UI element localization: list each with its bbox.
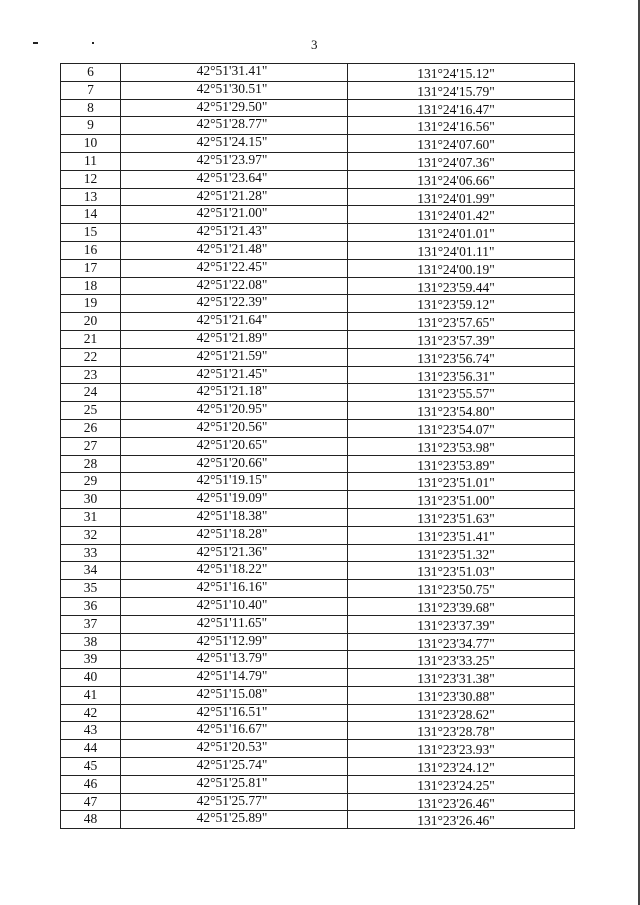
longitude-cell [348, 170, 575, 188]
longitude-cell [348, 562, 575, 580]
table-row [61, 526, 575, 544]
point-number-cell: 43 [61, 722, 121, 740]
point-number-cell: 20 [61, 313, 121, 331]
latitude-value: 42°51'19.15" [196, 472, 268, 488]
table-row [61, 64, 575, 82]
latitude-cell [121, 259, 348, 277]
table-row [61, 277, 575, 295]
longitude-cell [348, 188, 575, 206]
longitude-cell [348, 686, 575, 704]
latitude-value: 42°51'20.66" [196, 454, 268, 470]
latitude-cell [121, 651, 348, 669]
table-row [61, 117, 575, 135]
point-number-cell: 41 [61, 686, 121, 704]
table-row [61, 437, 575, 455]
longitude-value: 131°23'26.46" [417, 813, 495, 829]
point-number-cell: 23 [61, 366, 121, 384]
latitude-cell [121, 313, 348, 331]
table-row [61, 188, 575, 206]
coordinates-table-body [61, 64, 575, 829]
point-number-cell: 26 [61, 419, 121, 437]
longitude-value: 131°24'15.79" [417, 83, 495, 99]
longitude-cell [348, 99, 575, 117]
latitude-value: 42°51'22.08" [196, 276, 268, 292]
latitude-value: 42°51'11.65" [196, 614, 268, 630]
table-row [61, 740, 575, 758]
latitude-value: 42°51'20.95" [196, 401, 268, 417]
longitude-cell [348, 544, 575, 562]
latitude-value: 42°51'25.74" [196, 757, 268, 773]
latitude-cell [121, 241, 348, 259]
longitude-value: 131°23'57.65" [417, 315, 495, 331]
point-number-cell: 31 [61, 508, 121, 526]
latitude-value: 42°51'22.45" [196, 258, 268, 274]
longitude-value: 131°23'28.78" [417, 724, 495, 740]
longitude-value: 131°23'51.01" [417, 475, 495, 491]
longitude-cell [348, 64, 575, 82]
point-number-cell: 24 [61, 384, 121, 402]
longitude-cell [348, 740, 575, 758]
point-number-cell: 19 [61, 295, 121, 313]
table-row [61, 170, 575, 188]
table-row [61, 669, 575, 687]
latitude-cell [121, 562, 348, 580]
longitude-value: 131°23'51.63" [417, 510, 495, 526]
point-number-cell: 29 [61, 473, 121, 491]
longitude-cell [348, 206, 575, 224]
latitude-value: 42°51'21.89" [196, 329, 268, 345]
latitude-value: 42°51'19.09" [196, 490, 268, 506]
longitude-cell [348, 669, 575, 687]
longitude-cell [348, 633, 575, 651]
point-number-cell: 35 [61, 580, 121, 598]
point-number-cell: 33 [61, 544, 121, 562]
point-number-cell: 45 [61, 758, 121, 776]
latitude-value: 42°51'21.48" [196, 240, 268, 256]
longitude-cell [348, 793, 575, 811]
longitude-cell [348, 330, 575, 348]
latitude-value: 42°51'25.77" [196, 792, 268, 808]
latitude-cell [121, 348, 348, 366]
table-row [61, 99, 575, 117]
latitude-cell [121, 704, 348, 722]
latitude-value: 42°51'31.41" [196, 63, 268, 78]
table-row [61, 686, 575, 704]
point-number-cell: 9 [61, 117, 121, 135]
longitude-cell [348, 758, 575, 776]
latitude-value: 42°51'18.38" [196, 507, 268, 523]
longitude-value: 131°23'53.89" [417, 457, 495, 473]
latitude-cell [121, 455, 348, 473]
longitude-cell [348, 419, 575, 437]
latitude-value: 42°51'10.40" [196, 596, 268, 612]
latitude-cell [121, 544, 348, 562]
latitude-value: 42°51'30.51" [196, 80, 268, 96]
longitude-value: 131°23'51.00" [417, 493, 495, 509]
latitude-value: 42°51'23.97" [196, 151, 268, 167]
latitude-value: 42°51'21.36" [196, 543, 268, 559]
table-row [61, 758, 575, 776]
point-number-cell: 47 [61, 793, 121, 811]
latitude-value: 42°51'16.51" [196, 703, 268, 719]
latitude-cell [121, 135, 348, 153]
longitude-value: 131°23'51.03" [417, 564, 495, 580]
point-number-cell: 27 [61, 437, 121, 455]
latitude-value: 42°51'29.50" [196, 98, 268, 114]
latitude-value: 42°51'20.56" [196, 418, 268, 434]
scan-artifact-mark [33, 42, 38, 44]
latitude-value: 42°51'24.15" [196, 134, 268, 150]
table-row [61, 508, 575, 526]
table-row [61, 775, 575, 793]
longitude-cell [348, 811, 575, 829]
point-number-cell: 32 [61, 526, 121, 544]
point-number-cell: 22 [61, 348, 121, 366]
latitude-value: 42°51'23.64" [196, 169, 268, 185]
longitude-value: 131°23'34.77" [417, 635, 495, 651]
longitude-cell [348, 722, 575, 740]
latitude-value: 42°51'21.43" [196, 223, 268, 239]
table-row [61, 597, 575, 615]
point-number-cell: 18 [61, 277, 121, 295]
latitude-value: 42°51'16.67" [196, 721, 268, 737]
longitude-cell [348, 366, 575, 384]
table-row [61, 455, 575, 473]
longitude-cell [348, 473, 575, 491]
longitude-cell [348, 651, 575, 669]
longitude-value: 131°24'07.60" [417, 137, 495, 153]
latitude-cell [121, 206, 348, 224]
latitude-cell [121, 99, 348, 117]
latitude-value: 42°51'16.16" [196, 579, 268, 595]
longitude-value: 131°23'54.80" [417, 404, 495, 420]
longitude-cell [348, 455, 575, 473]
point-number-cell: 14 [61, 206, 121, 224]
table-row [61, 615, 575, 633]
latitude-cell [121, 152, 348, 170]
point-number-cell: 46 [61, 775, 121, 793]
latitude-value: 42°51'18.28" [196, 525, 268, 541]
latitude-cell [121, 740, 348, 758]
table-row [61, 206, 575, 224]
longitude-value: 131°23'59.12" [417, 297, 495, 313]
latitude-cell [121, 722, 348, 740]
longitude-cell [348, 277, 575, 295]
longitude-cell [348, 402, 575, 420]
longitude-cell [348, 526, 575, 544]
latitude-value: 42°51'21.18" [196, 383, 268, 399]
latitude-cell [121, 188, 348, 206]
latitude-cell [121, 597, 348, 615]
longitude-value: 131°23'50.75" [417, 582, 495, 598]
longitude-value: 131°23'23.93" [417, 742, 495, 758]
table-row [61, 544, 575, 562]
point-number-cell: 25 [61, 402, 121, 420]
table-row [61, 135, 575, 153]
point-number-cell: 17 [61, 259, 121, 277]
coordinates-table [60, 63, 575, 829]
latitude-value: 42°51'22.39" [196, 294, 268, 310]
latitude-cell [121, 366, 348, 384]
point-number-cell: 36 [61, 597, 121, 615]
longitude-cell [348, 117, 575, 135]
latitude-value: 42°51'21.45" [196, 365, 268, 381]
latitude-cell [121, 508, 348, 526]
latitude-cell [121, 473, 348, 491]
latitude-cell [121, 775, 348, 793]
latitude-cell [121, 580, 348, 598]
latitude-value: 42°51'15.08" [196, 685, 268, 701]
table-row [61, 241, 575, 259]
table-row [61, 651, 575, 669]
longitude-value: 131°24'01.99" [417, 190, 495, 206]
latitude-cell [121, 117, 348, 135]
longitude-cell [348, 152, 575, 170]
latitude-value: 42°51'21.00" [196, 205, 268, 221]
latitude-value: 42°51'28.77" [196, 116, 268, 132]
longitude-value: 131°23'28.62" [417, 706, 495, 722]
point-number-cell: 15 [61, 224, 121, 242]
longitude-value: 131°23'59.44" [417, 279, 495, 295]
table-row [61, 259, 575, 277]
point-number-cell: 48 [61, 811, 121, 829]
longitude-cell [348, 313, 575, 331]
latitude-cell [121, 295, 348, 313]
latitude-cell [121, 81, 348, 99]
latitude-value: 42°51'21.64" [196, 312, 268, 328]
scan-artifact-dot [92, 42, 94, 44]
table-row [61, 722, 575, 740]
latitude-value: 42°51'14.79" [196, 668, 268, 684]
table-row [61, 224, 575, 242]
latitude-cell [121, 811, 348, 829]
longitude-value: 131°24'01.01" [417, 226, 495, 242]
longitude-cell [348, 81, 575, 99]
longitude-value: 131°23'39.68" [417, 599, 495, 615]
longitude-cell [348, 704, 575, 722]
latitude-cell [121, 526, 348, 544]
point-number-cell: 10 [61, 135, 121, 153]
longitude-value: 131°23'24.12" [417, 760, 495, 776]
point-number-cell: 40 [61, 669, 121, 687]
longitude-value: 131°23'53.98" [417, 439, 495, 455]
longitude-cell [348, 775, 575, 793]
point-number-cell: 44 [61, 740, 121, 758]
point-number-cell: 30 [61, 491, 121, 509]
longitude-value: 131°23'56.74" [417, 350, 495, 366]
longitude-value: 131°23'54.07" [417, 421, 495, 437]
latitude-cell [121, 793, 348, 811]
latitude-cell [121, 758, 348, 776]
latitude-cell [121, 277, 348, 295]
latitude-value: 42°51'21.28" [196, 187, 268, 203]
latitude-value: 42°51'25.81" [196, 774, 268, 790]
longitude-cell [348, 437, 575, 455]
point-number-cell: 12 [61, 170, 121, 188]
longitude-cell [348, 508, 575, 526]
latitude-value: 42°51'18.22" [196, 561, 268, 577]
latitude-cell [121, 633, 348, 651]
longitude-value: 131°23'31.38" [417, 671, 495, 687]
longitude-value: 131°24'15.12" [417, 66, 495, 81]
page-number: 3 [311, 37, 318, 52]
table-row [61, 633, 575, 651]
latitude-value: 42°51'25.89" [196, 810, 268, 826]
latitude-cell [121, 170, 348, 188]
longitude-value: 131°24'16.56" [417, 119, 495, 135]
point-number-cell: 37 [61, 615, 121, 633]
longitude-value: 131°23'51.41" [417, 528, 495, 544]
point-number-cell: 21 [61, 330, 121, 348]
longitude-value: 131°23'33.25" [417, 653, 495, 669]
latitude-cell [121, 64, 348, 82]
longitude-value: 131°23'55.57" [417, 386, 495, 402]
table-row [61, 81, 575, 99]
table-row [61, 793, 575, 811]
latitude-value: 42°51'20.65" [196, 436, 268, 452]
table-row [61, 313, 575, 331]
point-number-cell: 34 [61, 562, 121, 580]
latitude-cell [121, 615, 348, 633]
longitude-value: 131°23'26.46" [417, 795, 495, 811]
longitude-value: 131°24'01.42" [417, 208, 495, 224]
longitude-value: 131°23'37.39" [417, 617, 495, 633]
latitude-value: 42°51'13.79" [196, 650, 268, 666]
table-row [61, 419, 575, 437]
longitude-value: 131°24'07.36" [417, 154, 495, 170]
latitude-cell [121, 491, 348, 509]
longitude-value: 131°24'00.19" [417, 261, 495, 277]
longitude-cell [348, 295, 575, 313]
point-number-cell: 8 [61, 99, 121, 117]
longitude-cell [348, 241, 575, 259]
longitude-value: 131°23'24.25" [417, 777, 495, 793]
longitude-cell [348, 348, 575, 366]
latitude-cell [121, 384, 348, 402]
latitude-value: 42°51'21.59" [196, 347, 268, 363]
point-number-cell: 11 [61, 152, 121, 170]
table-row [61, 384, 575, 402]
longitude-cell [348, 259, 575, 277]
point-number-cell: 7 [61, 81, 121, 99]
latitude-cell [121, 686, 348, 704]
table-row [61, 348, 575, 366]
latitude-cell [121, 419, 348, 437]
longitude-value: 131°23'56.31" [417, 368, 495, 384]
longitude-cell [348, 597, 575, 615]
latitude-cell [121, 224, 348, 242]
longitude-cell [348, 224, 575, 242]
longitude-value: 131°24'01.11" [417, 243, 495, 259]
table-row [61, 580, 575, 598]
table-row [61, 562, 575, 580]
point-number-cell: 28 [61, 455, 121, 473]
longitude-cell [348, 135, 575, 153]
longitude-cell [348, 384, 575, 402]
table-row [61, 402, 575, 420]
table-row [61, 330, 575, 348]
longitude-cell [348, 615, 575, 633]
point-number-cell: 6 [61, 64, 121, 82]
latitude-value: 42°51'20.53" [196, 739, 268, 755]
latitude-cell [121, 330, 348, 348]
point-number-cell: 13 [61, 188, 121, 206]
table-row [61, 152, 575, 170]
longitude-value: 131°24'06.66" [417, 172, 495, 188]
longitude-value: 131°23'57.39" [417, 332, 495, 348]
point-number-cell: 38 [61, 633, 121, 651]
longitude-cell [348, 491, 575, 509]
longitude-cell [348, 580, 575, 598]
latitude-cell [121, 402, 348, 420]
table-row [61, 704, 575, 722]
longitude-value: 131°23'30.88" [417, 688, 495, 704]
longitude-value: 131°24'16.47" [417, 101, 495, 117]
point-number-cell: 39 [61, 651, 121, 669]
table-row [61, 491, 575, 509]
latitude-cell [121, 437, 348, 455]
table-row [61, 473, 575, 491]
latitude-cell [121, 669, 348, 687]
table-row [61, 811, 575, 829]
point-number-cell: 42 [61, 704, 121, 722]
table-row [61, 295, 575, 313]
table-row [61, 366, 575, 384]
longitude-value: 131°23'51.32" [417, 546, 495, 562]
point-number-cell: 16 [61, 241, 121, 259]
latitude-value: 42°51'12.99" [196, 632, 268, 648]
